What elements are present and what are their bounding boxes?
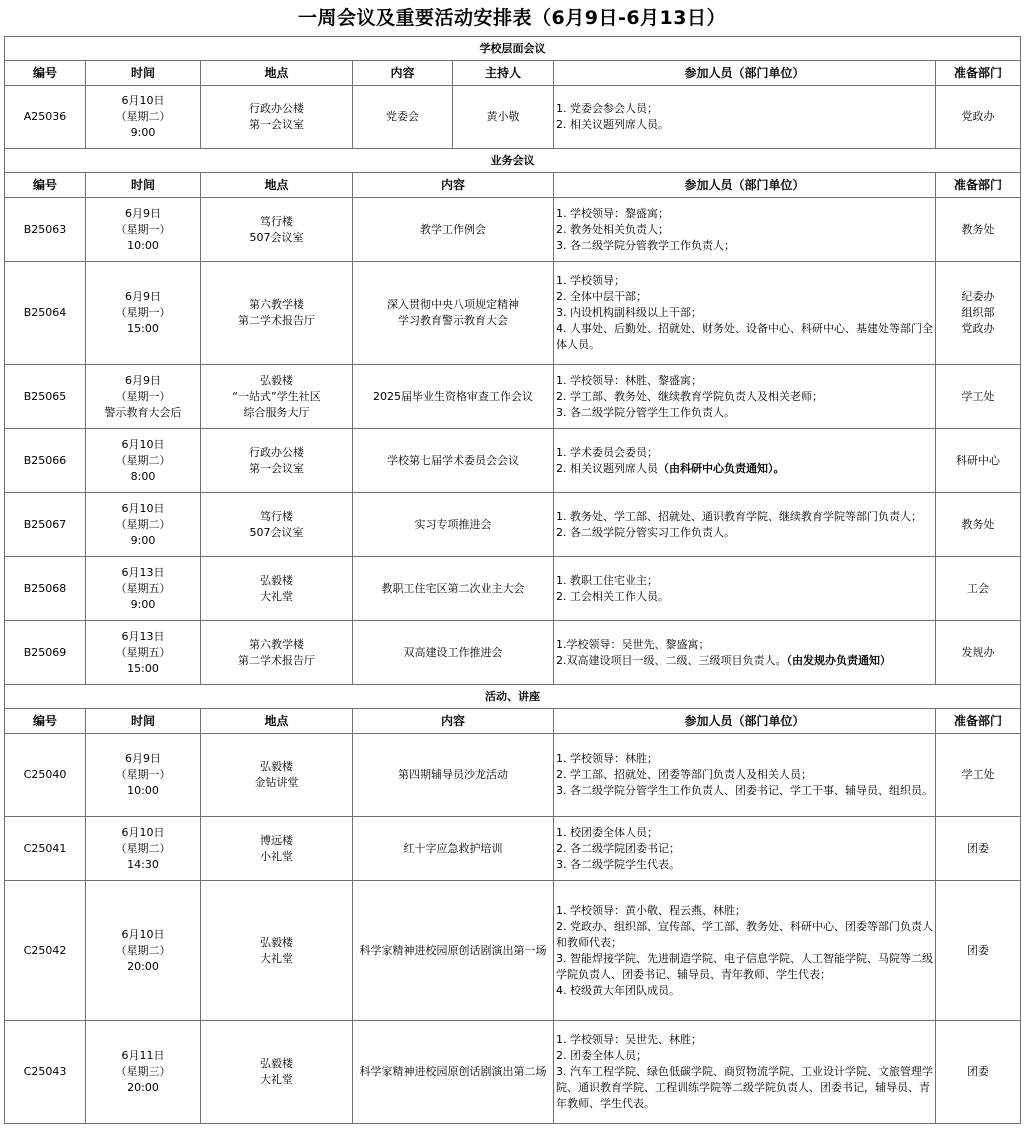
place-line: 弘毅楼 — [260, 935, 293, 949]
time-line: （星期二） — [115, 517, 171, 531]
place-line: 弘毅楼 — [260, 373, 293, 387]
section-title: 学校层面会议 — [5, 37, 1021, 61]
meeting-participants — [554, 365, 936, 429]
time-line: 14:30 — [127, 857, 159, 871]
meeting-participants — [554, 621, 936, 685]
meeting-participants — [554, 493, 936, 557]
participant-text: 1.学校领导：吴世先、黎盛寓； — [556, 637, 710, 651]
participant-text: 4. 人事处、后勤处、招就处、财务处、设备中心、科研中心、基建处等部门全体人员。 — [556, 322, 933, 351]
meeting-place — [201, 86, 353, 149]
place-line: 507会议室 — [249, 525, 304, 539]
time-line: 6月9日 — [125, 206, 161, 220]
prep-department — [936, 365, 1021, 429]
time-line: （星期一） — [115, 389, 171, 403]
participant-line — [556, 751, 934, 767]
meeting-id: A25036 — [5, 86, 86, 149]
meeting-id: B25068 — [5, 557, 86, 621]
column-header: 准备部门 — [936, 709, 1021, 734]
content-line: 科学家精神进校园原创话剧演出第一场 — [359, 943, 547, 957]
time-line: （星期二） — [115, 943, 171, 957]
dept-line: 党政办 — [961, 110, 995, 123]
time-line: 6月10日 — [121, 825, 165, 839]
place-line: 金钻讲堂 — [254, 776, 299, 789]
participant-line — [556, 117, 934, 133]
participant-text: 2. 学工部、教务处、继续教育学院负责人及相关老师； — [556, 389, 823, 403]
meeting-content — [353, 198, 554, 262]
meeting-host: 黄小敬 — [453, 86, 554, 149]
column-header: 地点 — [201, 173, 353, 198]
time-line: 警示教育大会后 — [104, 405, 182, 419]
time-line: 8:00 — [130, 469, 156, 483]
prep-department — [936, 817, 1021, 881]
participant-text: 2. 学工部、招就处、团委等部门负责人及相关人员； — [556, 768, 812, 781]
participant-text: 2. 党政办、组织部、宣传部、学工部、教务处、科研中心、团委等部门负责人和教师代表； — [556, 919, 933, 949]
participant-text: 2. 团委全体人员； — [556, 1049, 647, 1062]
meeting-content — [353, 734, 554, 817]
meeting-place — [201, 621, 353, 685]
meeting-content — [353, 262, 554, 365]
time-line: 6月13日 — [121, 629, 165, 643]
place-line: “一站式”学生社区 — [232, 389, 321, 403]
meeting-participants — [554, 86, 936, 149]
time-line: 9:00 — [130, 597, 156, 611]
prep-department — [936, 86, 1021, 149]
place-line: 大礼堂 — [260, 589, 293, 603]
content-line: 第四期辅导员沙龙活动 — [398, 768, 508, 781]
participant-line — [556, 841, 934, 857]
time-line: （星期五） — [115, 581, 171, 595]
meeting-id: C25042 — [5, 881, 86, 1021]
content-line: 学校第七届学术委员会会议 — [387, 453, 519, 467]
content-line: 双高建设工作推进会 — [403, 645, 503, 659]
column-header: 主持人 — [453, 61, 554, 86]
meeting-time — [86, 86, 201, 149]
participant-line — [556, 273, 934, 289]
participant-line — [556, 1048, 934, 1064]
column-header: 准备部门 — [936, 61, 1021, 86]
meeting-id: C25043 — [5, 1021, 86, 1124]
participant-line — [556, 445, 934, 461]
meeting-content — [353, 86, 453, 149]
column-header: 参加人员（部门单位） — [554, 709, 936, 734]
table-row — [5, 429, 1021, 493]
place-line: 第六教学楼 — [249, 298, 304, 311]
participant-line — [556, 289, 934, 305]
participant-note: （由科研中心负责通知）。 — [658, 461, 785, 475]
time-line: 6月10日 — [121, 437, 165, 451]
participant-text: 1. 学校领导：黄小敬、程云燕、林胜； — [556, 903, 746, 917]
participant-text: 2. 全体中层干部； — [556, 290, 647, 303]
place-line: 行政办公楼 — [249, 445, 304, 459]
place-line: 大礼堂 — [260, 1073, 293, 1086]
column-header-row — [5, 709, 1021, 734]
prep-department — [936, 493, 1021, 557]
participant-text: 1. 教职工住宅业主； — [556, 573, 658, 587]
participant-line — [556, 405, 934, 421]
column-header: 时间 — [86, 173, 201, 198]
participant-line — [556, 637, 934, 653]
meeting-id: B25066 — [5, 429, 86, 493]
participant-note: （由发规办负责通知） — [786, 653, 891, 667]
participant-line — [556, 653, 934, 669]
content-line: 党委会 — [386, 110, 419, 123]
place-line: 弘毅楼 — [260, 573, 293, 587]
meeting-participants — [554, 557, 936, 621]
place-line: 弘毅楼 — [260, 760, 293, 773]
content-line: 红十字应急救护培训 — [403, 841, 503, 855]
column-header: 内容 — [353, 709, 554, 734]
participant-line — [556, 525, 934, 541]
content-line: 科学家精神进校园原创话剧演出第二场 — [359, 1065, 547, 1078]
content-line: 学习教育警示教育大会 — [398, 314, 508, 327]
participant-text: 2. 工会相关工作人员。 — [556, 589, 669, 603]
participant-text: 1. 学校领导：林胜、黎盛寓； — [556, 373, 702, 387]
time-line: （星期二） — [115, 110, 171, 123]
time-line: 6月9日 — [125, 373, 161, 387]
time-line: 6月13日 — [121, 565, 165, 579]
column-header: 参加人员（部门单位） — [554, 173, 936, 198]
time-line: 10:00 — [127, 238, 159, 252]
participant-line — [556, 919, 934, 951]
participant-text: 1. 学校领导：吴世先、林胜； — [556, 1033, 702, 1046]
table-row — [5, 1021, 1021, 1124]
table-row — [5, 621, 1021, 685]
prep-department — [936, 1021, 1021, 1124]
dept-line: 团委 — [967, 1065, 990, 1078]
participant-text: 1. 学术委员会委员； — [556, 445, 658, 459]
meeting-time — [86, 1021, 201, 1124]
dept-line: 组织部 — [961, 306, 995, 319]
table-row — [5, 734, 1021, 817]
participant-text: 1. 校团委全体人员； — [556, 825, 658, 839]
prep-department — [936, 621, 1021, 685]
participant-text: 4. 校级黄大年团队成员。 — [556, 983, 680, 997]
participant-line — [556, 238, 934, 254]
participant-text: 2.双高建设项目一级、二级、三级项目负责人。 — [556, 653, 787, 667]
meeting-time — [86, 881, 201, 1021]
participant-line — [556, 983, 934, 999]
participant-line — [556, 573, 934, 589]
dept-line: 党政办 — [961, 322, 995, 335]
meeting-place — [201, 262, 353, 365]
meeting-place — [201, 734, 353, 817]
table-row — [5, 262, 1021, 365]
table-row — [5, 557, 1021, 621]
participant-text: 2. 相关议题列席人员 — [556, 461, 658, 475]
column-header: 参加人员（部门单位） — [554, 61, 936, 86]
dept-line: 教务处 — [961, 517, 995, 531]
place-line: 弘毅楼 — [260, 1057, 293, 1070]
time-line: 6月9日 — [125, 752, 161, 765]
meeting-content — [353, 429, 554, 493]
time-line: 6月9日 — [125, 290, 161, 303]
time-line: （星期三） — [115, 1065, 171, 1078]
time-line: 20:00 — [127, 959, 159, 973]
participant-text: 2. 各二级学院分管实习工作负责人。 — [556, 525, 735, 539]
meeting-time — [86, 734, 201, 817]
place-line: 第二学术报告厅 — [238, 314, 315, 327]
participant-line — [556, 206, 934, 222]
content-line: 教学工作例会 — [420, 222, 486, 236]
participant-line — [556, 101, 934, 117]
participant-line — [556, 903, 934, 919]
dept-line: 教务处 — [961, 222, 995, 236]
column-header: 内容 — [353, 173, 554, 198]
meeting-id: B25069 — [5, 621, 86, 685]
column-header: 编号 — [5, 709, 86, 734]
time-line: （星期五） — [115, 645, 171, 659]
time-line: 10:00 — [127, 784, 159, 797]
time-line: （星期二） — [115, 841, 171, 855]
table-row — [5, 198, 1021, 262]
participant-line — [556, 222, 934, 238]
participant-line — [556, 509, 934, 525]
place-line: 笃行楼 — [260, 214, 293, 228]
place-line: 第一会议室 — [249, 118, 304, 131]
prep-department — [936, 429, 1021, 493]
dept-line: 团委 — [967, 943, 990, 957]
column-header-row — [5, 173, 1021, 198]
participant-text: 3. 智能焊接学院、先进制造学院、电子信息学院、人工智能学院、马院等二级学院负责人、团委书记、辅导员、青年教师、学生代表； — [556, 951, 933, 981]
meeting-place — [201, 881, 353, 1021]
place-line: 博远楼 — [260, 833, 293, 847]
meeting-content — [353, 1021, 554, 1124]
table-row — [5, 493, 1021, 557]
meeting-time — [86, 621, 201, 685]
meeting-content — [353, 881, 554, 1021]
participant-text: 1. 党委会参会人员； — [556, 102, 658, 115]
participant-text: 2. 相关议题列席人员。 — [556, 118, 669, 131]
participant-line — [556, 389, 934, 405]
meeting-place — [201, 557, 353, 621]
meeting-place — [201, 429, 353, 493]
participant-line — [556, 825, 934, 841]
place-line: 行政办公楼 — [249, 102, 304, 115]
participant-text: 2. 各二级学院团委书记； — [556, 841, 680, 855]
content-line: 2025届毕业生资格审查工作会议 — [373, 389, 533, 403]
dept-line: 学工处 — [961, 389, 995, 403]
prep-department — [936, 198, 1021, 262]
place-line: 第一会议室 — [249, 461, 304, 475]
column-header: 地点 — [201, 709, 353, 734]
meeting-time — [86, 429, 201, 493]
participant-line — [556, 461, 934, 477]
place-line: 小礼堂 — [260, 849, 293, 863]
page-title: 一周会议及重要活动安排表（6月9日-6月13日） — [298, 7, 726, 29]
participant-line — [556, 1032, 934, 1048]
meeting-time — [86, 262, 201, 365]
participant-line — [556, 951, 934, 983]
meeting-participants — [554, 817, 936, 881]
meeting-content — [353, 493, 554, 557]
participant-line — [556, 783, 934, 799]
participant-text: 3. 各二级学院分管学生工作负责人。 — [556, 405, 735, 419]
time-line: 6月11日 — [121, 1049, 165, 1062]
participant-line — [556, 373, 934, 389]
participant-line — [556, 589, 934, 605]
time-line: 20:00 — [127, 1081, 159, 1094]
meeting-participants — [554, 198, 936, 262]
participant-text: 3. 各二级学院学生代表。 — [556, 857, 680, 871]
section-header-row — [5, 37, 1021, 61]
table-row — [5, 86, 1021, 149]
meeting-content — [353, 621, 554, 685]
column-header: 编号 — [5, 61, 86, 86]
content-line: 实习专项推进会 — [414, 517, 492, 531]
time-line: （星期二） — [115, 453, 171, 467]
participant-line — [556, 857, 934, 873]
participant-text: 1. 学校领导：黎盛寓； — [556, 206, 669, 220]
column-header: 地点 — [201, 61, 353, 86]
column-header-row — [5, 61, 1021, 86]
participant-text: 3. 各二级学院分管教学工作负责人； — [556, 238, 735, 252]
meeting-participants — [554, 429, 936, 493]
dept-line: 团委 — [967, 841, 990, 855]
meeting-id: C25041 — [5, 817, 86, 881]
section-header-row — [5, 685, 1021, 709]
meeting-content — [353, 365, 554, 429]
time-line: 6月10日 — [121, 94, 165, 107]
column-header: 准备部门 — [936, 173, 1021, 198]
place-line: 507会议室 — [249, 230, 304, 244]
prep-department — [936, 262, 1021, 365]
meeting-participants — [554, 262, 936, 365]
participant-line — [556, 767, 934, 783]
time-line: 15:00 — [127, 661, 159, 675]
section-title: 业务会议 — [5, 149, 1021, 173]
time-line: （星期一） — [115, 768, 171, 781]
time-line: 9:00 — [130, 126, 156, 139]
time-line: 6月10日 — [121, 501, 165, 515]
prep-department — [936, 881, 1021, 1021]
dept-line: 纪委办 — [961, 290, 995, 303]
participant-line — [556, 305, 934, 321]
participant-line — [556, 1064, 934, 1112]
table-row — [5, 881, 1021, 1021]
participant-line — [556, 321, 934, 353]
dept-line: 科研中心 — [956, 453, 1001, 467]
table-row — [5, 817, 1021, 881]
meeting-place — [201, 493, 353, 557]
time-line: （星期一） — [115, 222, 171, 236]
participant-text: 3. 各二级学院分管学生工作负责人、团委书记、学工干事、辅导员、组织员。 — [556, 784, 933, 797]
prep-department — [936, 734, 1021, 817]
participant-text: 1. 学校领导：林胜； — [556, 752, 658, 765]
meeting-time — [86, 493, 201, 557]
meeting-participants — [554, 1021, 936, 1124]
meeting-time — [86, 817, 201, 881]
meeting-id: B25064 — [5, 262, 86, 365]
place-line: 笃行楼 — [260, 509, 293, 523]
content-line: 深入贯彻中央八项规定精神 — [387, 298, 519, 311]
dept-line: 学工处 — [961, 768, 995, 781]
meeting-participants — [554, 881, 936, 1021]
time-line: 15:00 — [127, 322, 159, 335]
meeting-id: B25063 — [5, 198, 86, 262]
meeting-id: B25067 — [5, 493, 86, 557]
column-header: 时间 — [86, 61, 201, 86]
meeting-time — [86, 365, 201, 429]
meeting-place — [201, 1021, 353, 1124]
section-title: 活动、讲座 — [5, 685, 1021, 709]
meeting-id: C25040 — [5, 734, 86, 817]
meeting-place — [201, 198, 353, 262]
meeting-content — [353, 557, 554, 621]
place-line: 综合服务大厅 — [243, 405, 310, 419]
section-header-row — [5, 149, 1021, 173]
content-line: 教职工住宅区第二次业主大会 — [381, 581, 525, 595]
place-line: 第二学术报告厅 — [238, 653, 315, 667]
meeting-place — [201, 365, 353, 429]
table-row — [5, 365, 1021, 429]
participant-text: 3. 内设机构副科级以上干部； — [556, 306, 702, 319]
column-header: 内容 — [353, 61, 453, 86]
meeting-time — [86, 557, 201, 621]
meeting-id: B25065 — [5, 365, 86, 429]
participant-text: 3. 汽车工程学院、绿色低碳学院、商贸物流学院、工业设计学院、文旅管理学院、通识教育学院、工程训练学院等二级学院负责人、团委书记，辅导员、青年教师、学生代表。 — [556, 1065, 933, 1110]
time-line: 6月10日 — [121, 927, 165, 941]
meeting-participants — [554, 734, 936, 817]
participant-text: 1. 教务处、学工部、招就处、通识教育学院、继续教育学院等部门负责人； — [556, 509, 922, 523]
participant-text: 1. 学校领导； — [556, 274, 625, 287]
dept-line: 工会 — [967, 581, 990, 595]
column-header: 时间 — [86, 709, 201, 734]
column-header: 编号 — [5, 173, 86, 198]
place-line: 大礼堂 — [260, 951, 293, 965]
time-line: 9:00 — [130, 533, 156, 547]
meeting-content — [353, 817, 554, 881]
place-line: 第六教学楼 — [249, 637, 304, 651]
time-line: （星期一） — [115, 306, 171, 319]
prep-department — [936, 557, 1021, 621]
meeting-place — [201, 817, 353, 881]
participant-text: 2. 教务处相关负责人； — [556, 222, 669, 236]
dept-line: 发规办 — [961, 645, 995, 659]
schedule-table — [4, 36, 1021, 1124]
meeting-time — [86, 198, 201, 262]
